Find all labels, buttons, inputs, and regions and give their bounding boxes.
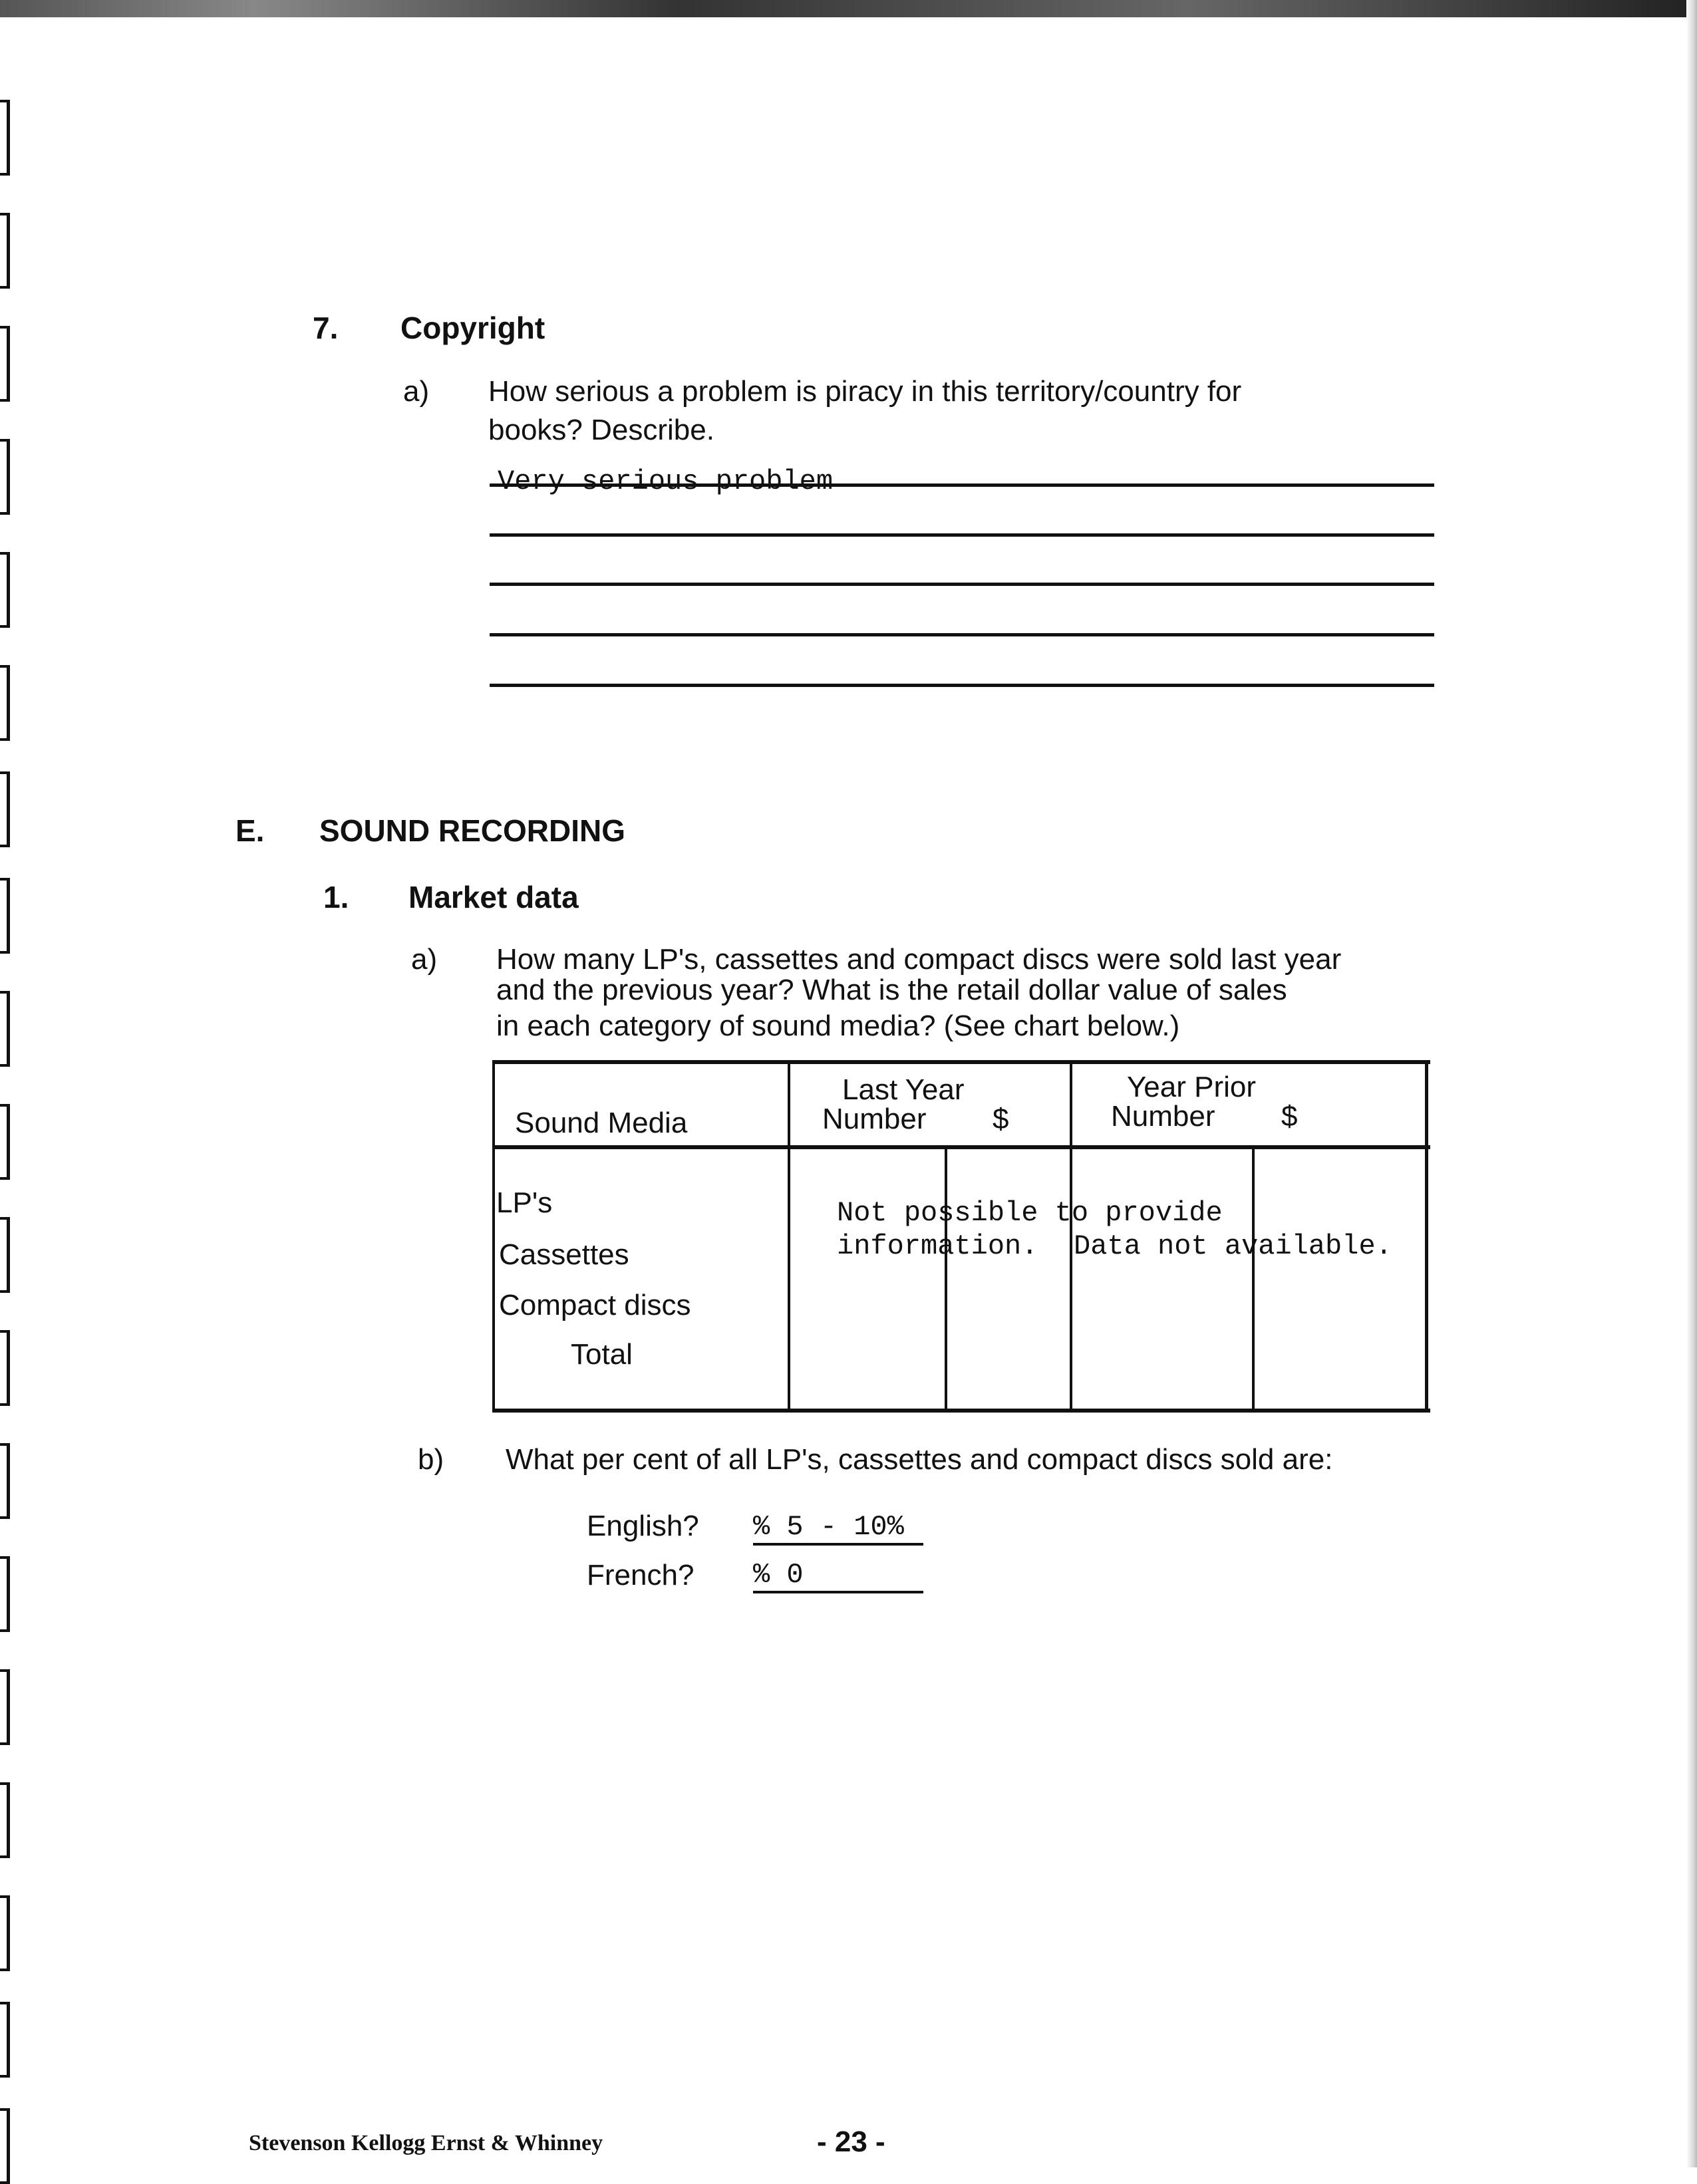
question-label: a) [411, 943, 438, 976]
binder-mark [0, 326, 10, 402]
subheader-number: Number [822, 1103, 927, 1135]
column-header-year-prior: Year Prior [1127, 1071, 1257, 1103]
row-label: Cassettes [499, 1238, 629, 1271]
scan-right-edge [1686, 0, 1697, 2167]
question-label: a) [403, 375, 430, 408]
binder-mark [0, 1443, 10, 1519]
binder-mark [0, 878, 10, 954]
question-line: How many LP's, cassettes and compact discs were sold last year [496, 943, 1342, 976]
column-header-last-year: Last Year [842, 1073, 965, 1106]
english-label: English? [587, 1510, 699, 1542]
subheader-dollar: $ [1281, 1100, 1298, 1133]
binder-mark [0, 213, 10, 289]
column-header-sound-media: Sound Media [515, 1107, 688, 1139]
question-line: What per cent of all LP's, cassettes and compact discs sold are: [506, 1443, 1333, 1476]
binder-mark [0, 1782, 10, 1858]
subsection-number: 1. [323, 880, 349, 914]
question-line: in each category of sound media? (See chart below.) [496, 1010, 1180, 1042]
subheader-number: Number [1111, 1100, 1215, 1133]
question-label: b) [418, 1443, 444, 1476]
binder-mark [0, 1669, 10, 1745]
scan-top-edge [0, 0, 1697, 17]
binder-mark [0, 1104, 10, 1180]
binder-mark [0, 665, 10, 741]
english-value: % 5 - 10% [753, 1511, 923, 1546]
row-label: LP's [496, 1186, 553, 1219]
footer-firm: Stevenson Kellogg Ernst & Whinney [249, 2131, 603, 2155]
table-note: Not possible to provide [837, 1197, 1223, 1229]
binder-mark [0, 1895, 10, 1971]
answer-line [490, 583, 1434, 586]
row-label-total: Total [571, 1338, 633, 1371]
section-title: SOUND RECORDING [319, 813, 626, 848]
binder-mark [0, 991, 10, 1067]
binder-mark [0, 552, 10, 628]
binder-mark [0, 439, 10, 515]
answer-line [490, 533, 1434, 537]
subheader-dollar: $ [993, 1103, 1009, 1135]
french-value: % 0 [753, 1559, 923, 1593]
answer-text: Very serious problem [498, 466, 834, 497]
binder-mark [0, 2108, 10, 2184]
page-number: - 23 - [817, 2125, 885, 2158]
binder-mark [0, 771, 10, 847]
binder-mark [0, 1330, 10, 1406]
binder-mark [0, 100, 10, 176]
section-letter: E. [235, 813, 265, 848]
answer-line [490, 483, 1434, 487]
question-line: How serious a problem is piracy in this territory/country for [488, 375, 1242, 408]
sound-media-table [492, 1060, 1430, 1413]
binder-mark [0, 1556, 10, 1632]
table-note: information. [837, 1230, 1038, 1262]
answer-line [490, 684, 1434, 687]
binder-mark [0, 1217, 10, 1293]
answer-line [490, 633, 1434, 636]
question-line: books? Describe. [488, 414, 714, 446]
section-number: 7. [313, 311, 339, 345]
binder-mark [0, 2002, 10, 2078]
section-title: Copyright [400, 311, 545, 345]
french-label: French? [587, 1559, 694, 1591]
table-note: Data not available. [1074, 1230, 1392, 1262]
subsection-title: Market data [408, 880, 579, 914]
row-label: Compact discs [499, 1289, 691, 1321]
question-line: and the previous year? What is the retail dollar value of sales [496, 974, 1287, 1006]
